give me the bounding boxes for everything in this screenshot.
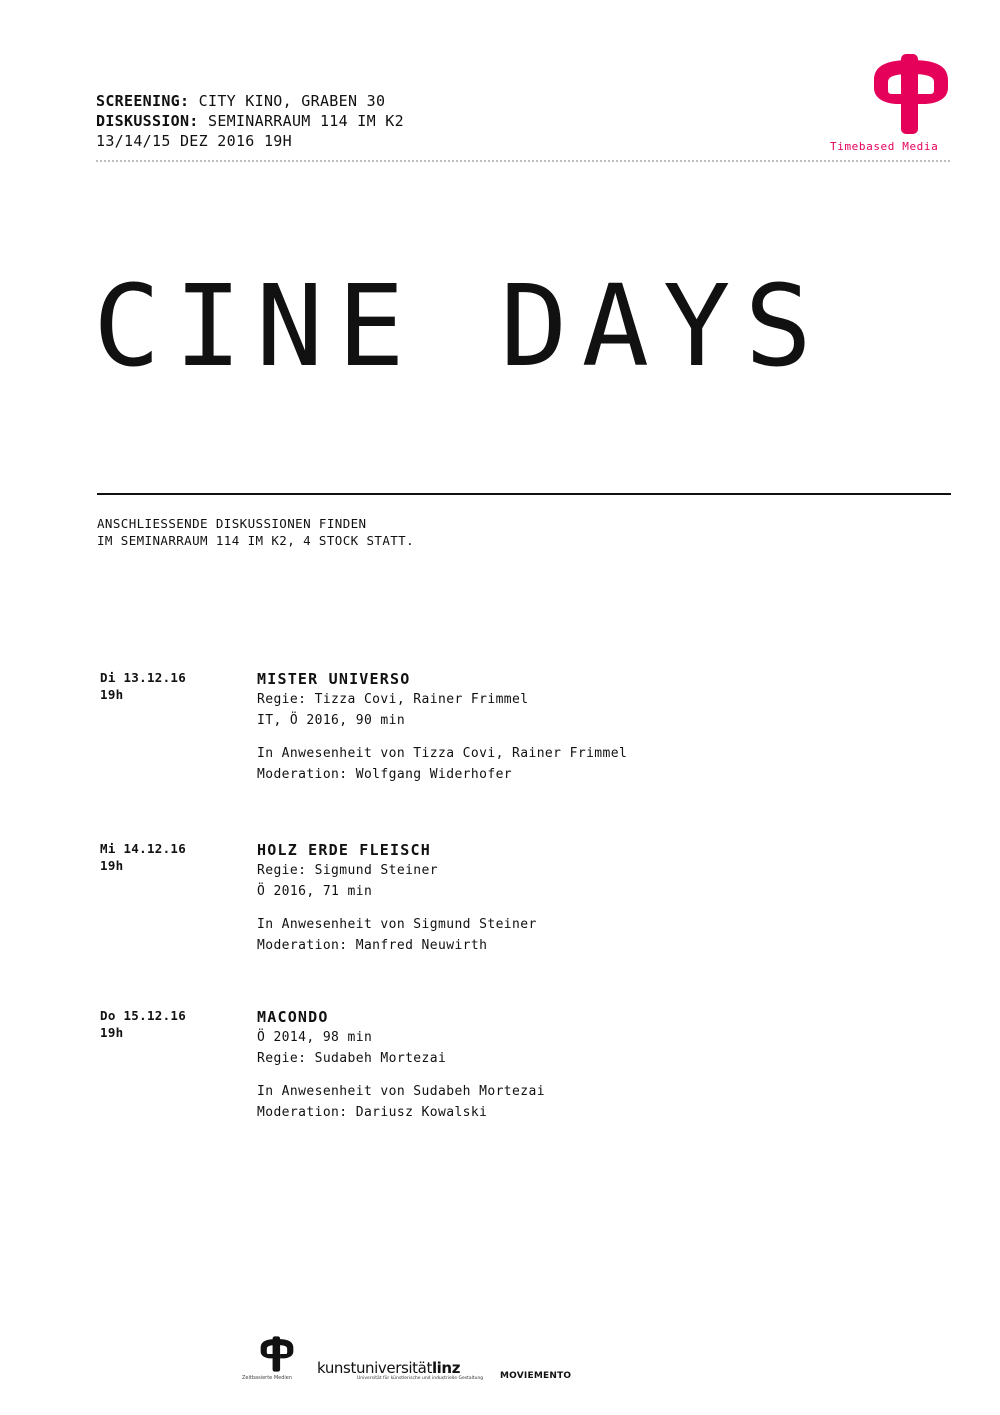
- film-moderation: Moderation: Dariusz Kowalski: [257, 1105, 488, 1120]
- universitaet-word: universität: [355, 1359, 432, 1377]
- event-details: [257, 669, 627, 785]
- film-line2: Ö 2016, 71 min: [257, 884, 373, 899]
- screening-value: CITY KINO, GRABEN 30: [198, 92, 386, 110]
- screening-info: [96, 91, 404, 151]
- dates-line: 13/14/15 DEZ 2016 19H: [96, 132, 292, 150]
- event-details: [257, 1007, 545, 1123]
- diskussion-line: [96, 111, 404, 131]
- event-date: [100, 669, 186, 703]
- event-time: 19h: [100, 858, 124, 873]
- film-moderation: Moderation: Wolfgang Widerhofer: [257, 767, 513, 782]
- note-line: ANSCHLIESSENDE DISKUSSIONEN FINDEN: [97, 516, 367, 531]
- dotted-divider: [96, 160, 950, 162]
- screening-line: [96, 91, 404, 111]
- diskussion-label: DISKUSSION:: [96, 112, 199, 130]
- film-line1: Regie: Tizza Covi, Rainer Frimmel: [257, 692, 529, 707]
- film-presence: In Anwesenheit von Sudabeh Mortezai: [257, 1084, 545, 1099]
- film-line2: Regie: Sudabeh Mortezai: [257, 1051, 447, 1066]
- screening-label: SCREENING:: [96, 92, 190, 110]
- discussion-note: [97, 515, 414, 549]
- zeitbasierte-medien-caption: Zeitbasierte Medien: [242, 1375, 293, 1381]
- film-title: MISTER UNIVERSO: [257, 670, 411, 688]
- event-date: [100, 1007, 186, 1041]
- film-title: MACONDO: [257, 1008, 329, 1026]
- event-details: [257, 840, 537, 956]
- film-presence: In Anwesenheit von Tizza Covi, Rainer Frimmel: [257, 746, 628, 761]
- moviemento-logo: MOVIEMENTO: [500, 1371, 572, 1381]
- event-day: Do 15.12.16: [100, 1008, 187, 1023]
- title-rule: [97, 493, 951, 495]
- film-line1: Regie: Sigmund Steiner: [257, 863, 438, 878]
- zeitbasierte-medien-logo-icon: [258, 1336, 296, 1372]
- film-presence: In Anwesenheit von Sigmund Steiner: [257, 917, 537, 932]
- film-line2: IT, Ö 2016, 90 min: [257, 713, 406, 728]
- page-title: CINE DAYS: [93, 262, 826, 392]
- film-line1: Ö 2014, 98 min: [257, 1030, 373, 1045]
- event-day: Di 13.12.16: [100, 670, 187, 685]
- linz-word: linz: [431, 1359, 461, 1377]
- event-time: 19h: [100, 687, 124, 702]
- kunst-word: kunst: [317, 1359, 356, 1377]
- kunstuni-subtitle: Universität für künstlerische und industrielle Gestaltung: [357, 1376, 484, 1381]
- event-date: [100, 840, 186, 874]
- note-line: IM SEMINARRAUM 114 IM K2, 4 STOCK STATT.: [97, 533, 415, 548]
- film-title: HOLZ ERDE FLEISCH: [257, 841, 431, 859]
- kunstuni-linz-logo: [317, 1359, 460, 1377]
- diskussion-value: SEMINARRAUM 114 IM K2: [207, 112, 404, 130]
- event-time: 19h: [100, 1025, 124, 1040]
- timebased-media-logo-icon: [868, 54, 954, 134]
- event-day: Mi 14.12.16: [100, 841, 187, 856]
- brand-name: Timebased Media: [830, 140, 939, 153]
- film-moderation: Moderation: Manfred Neuwirth: [257, 938, 488, 953]
